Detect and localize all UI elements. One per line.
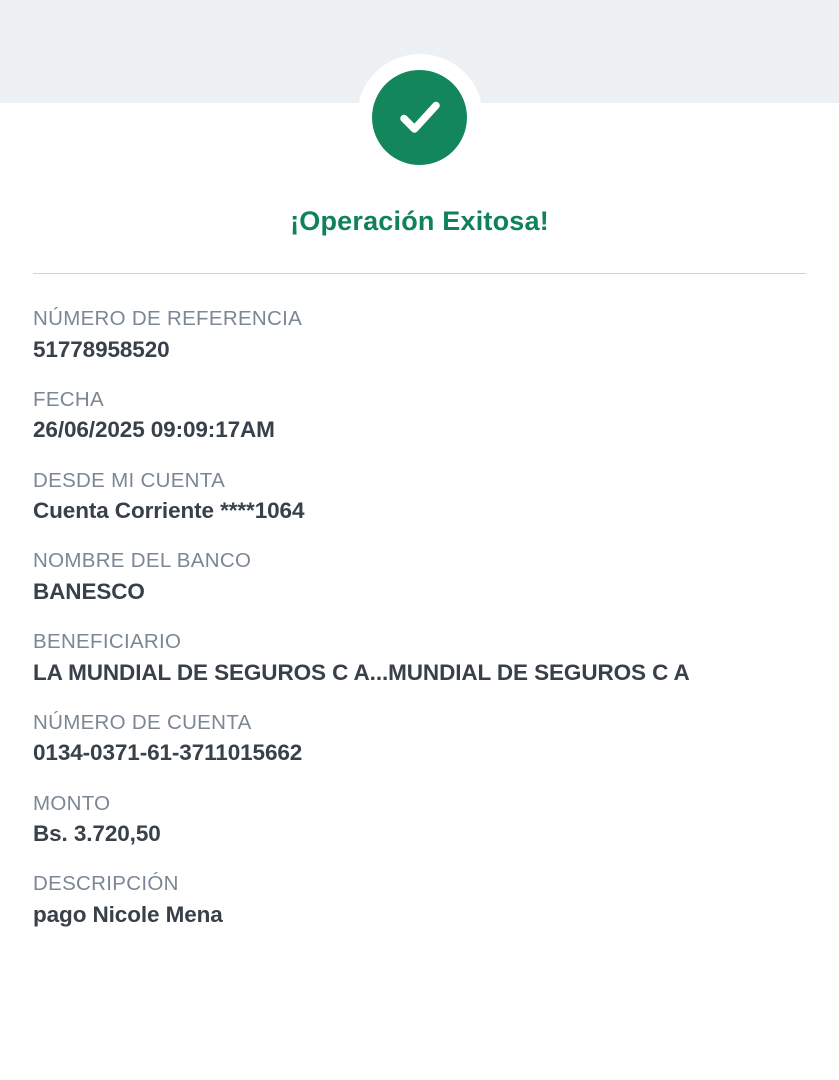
field-value: 51778958520 <box>33 336 170 362</box>
field-label: BENEFICIARIO <box>33 630 182 653</box>
field-value: LA MUNDIAL DE SEGUROS C A...MUNDIAL DE SEGUROS C A <box>33 659 690 685</box>
check-circle-icon <box>372 70 467 165</box>
receipt-details <box>33 306 823 952</box>
field-value: Bs. 3.720,50 <box>33 821 161 847</box>
receipt-field-reference <box>33 306 823 364</box>
field-label: NÚMERO DE CUENTA <box>33 710 252 734</box>
field-value: pago Nicole Mena <box>33 901 223 927</box>
receipt-field-date <box>33 387 823 445</box>
field-label: MONTO <box>33 791 111 815</box>
success-badge <box>357 54 483 180</box>
field-label: NOMBRE DEL BANCO <box>33 549 252 573</box>
field-label: DESCRIPCIÓN <box>33 872 179 896</box>
field-label: DESDE MI CUENTA <box>33 468 226 492</box>
field-label: NÚMERO DE REFERENCIA <box>33 307 303 330</box>
receipt-field-description <box>33 871 823 929</box>
receipt-field-amount <box>33 791 823 849</box>
receipt-field-beneficiary <box>33 629 823 687</box>
field-value: 0134-0371-61-3711015662 <box>33 740 303 766</box>
receipt-field-source-account <box>33 468 823 526</box>
receipt-field-account-number <box>33 710 823 768</box>
divider <box>33 273 806 274</box>
page-title: ¡Operación Exitosa! <box>290 206 549 236</box>
field-value: 26/06/2025 09:09:17AM <box>33 417 275 443</box>
field-value: BANESCO <box>33 578 145 604</box>
field-label: FECHA <box>33 387 104 411</box>
receipt-field-bank-name <box>33 548 823 606</box>
field-value: Cuenta Corriente ****1064 <box>33 498 305 524</box>
